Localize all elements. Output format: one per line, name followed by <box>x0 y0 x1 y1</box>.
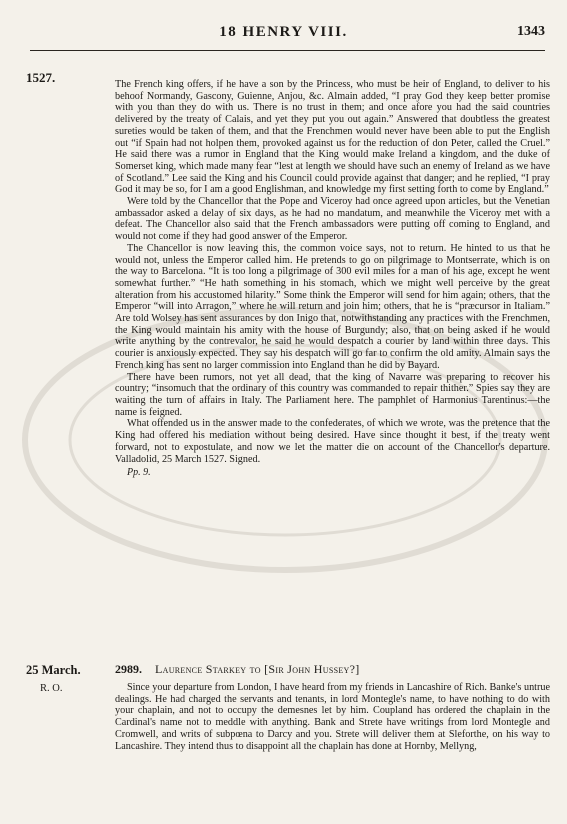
paragraph: There have been rumors, not yet all dead, that the king of Navarre was preparing to recover his country; “insomuch that the ordinary of this country was commanded to repair thither.” Spies say they are waiting the turn of affairs in Italy. The Parliament here. The pamphlet of Harmonius Tarentinus:—the name is feigned. <box>115 371 550 418</box>
paragraph: What offended us in the answer made to the confederates, of which we wrote, was the pretence that the King had offered his mediation without being desired. Have since thought it best, if the treaty went forward, not to expostulate, and now we let the matter die on account of the Chancellor's departure. Valladolid, 25 March 1527. Signed. <box>115 418 550 465</box>
header-rule <box>30 50 545 51</box>
continued-letter <box>115 79 550 479</box>
entry-title: Laurence Starkey to [Sir John Hussey?] <box>155 662 360 676</box>
page-number: 1343 <box>517 24 545 39</box>
paragraph: The Chancellor is now leaving this, the common voice says, not to return. He hinted to us that he would not, unless the Emperor called him. He pretends to go on pilgrimage to Montserrate, which is on the way to Barcelona. “It is too long a pilgrimage of 300 evil miles for a man of his age, except he went somewhat further.” “He hath something in his stomach, which we might well perceive by the great alteration from his accustomed hilarity.” Some think the Emperor will send for him again; others, that the Emperor “will into Arragon,” where he will return and join him; others, that he is “præcursor in Italiam.” Are told Wolsey has sent assurances by don Inigo that, notwithstanding any practices with the Frenchmen, the King would maintain his amity with the house of Burgundy; also, that on being asked if he would write anything by the contrevalor, he said he would despatch a courier by land within three days. This courier is anxiously expected. They say his despatch will go far to confirm the old amity. Almain says the French king has sent no larger commission into England than he did by Bayard. <box>115 242 550 371</box>
paragraph: Since your departure from London, I have heard from my friends in Lancashire of Rich. Banke's untrue dealings. He had charged the servants and tenants, in lord Montegle's name, to have nothing to do with your chaplain, and not to occupy the demesnes let by him. Coupland has ordered the chaplain in the Cardinal's name not to meddle with anything. Bank and Strete have writings from lord Montegle and Cromwell, and writs of subpœna to Darcy and you. Strete will deliver them at Sleforthe, on his way to Lancashire. They intend thus to disappoint all the chaplain has done at Hornby, Mellyng, <box>115 682 550 752</box>
margin-source: R. O. <box>40 683 63 694</box>
entry-body <box>115 682 550 752</box>
margin-year: 1527. <box>26 70 56 85</box>
margin-entry-date: 25 March. <box>26 663 81 677</box>
paragraph: Were told by the Chancellor that the Pope and Viceroy had once agreed upon articles, but the Venetian ambassador asked a delay of six days, as he had no mandatum, and meanwhile the Viceroy met with a defeat. The Chancellor also said that the French ambassadors were putting off coming to England, and would not come if they had good answer of the Emperor. <box>115 196 550 243</box>
folio-count: Pp. 9. <box>127 467 151 479</box>
running-head <box>0 22 567 44</box>
entry-number: 2989. <box>115 662 142 676</box>
entry-heading <box>115 662 550 677</box>
running-head-title: 18 HENRY VIII. <box>219 24 348 40</box>
paragraph: The French king offers, if he have a son by the Princess, who must be heir of England, to deliver to his behoof Normandy, Gascony, Guienne, Anjou, &c. Almain added, “I pray God they keep better promise with you than they do with us. There is no trust in them; and once afore you had the said countries delivered by the treaty of Calais, and yet they put you out again.” Answered that doubtless the greatest sureties would be taken of them, and that the Frenchmen would never have been able to put the English out “if Spain had not holpen them, provoked against us for the reduction of don Peter, called the Cruel.” He said there was a rumor in England that the King would make Ireland a kingdom, and the duke of Somerset king, which made many fear “lest at length we should have such an enemy of Ireland as we have of Scotland.” Lee said the King and his Council could provide against that danger; and he replied, “I pray God it may be so, for I am a good Englishman, and knowledge my first setting forth to come by England.” <box>115 79 550 196</box>
